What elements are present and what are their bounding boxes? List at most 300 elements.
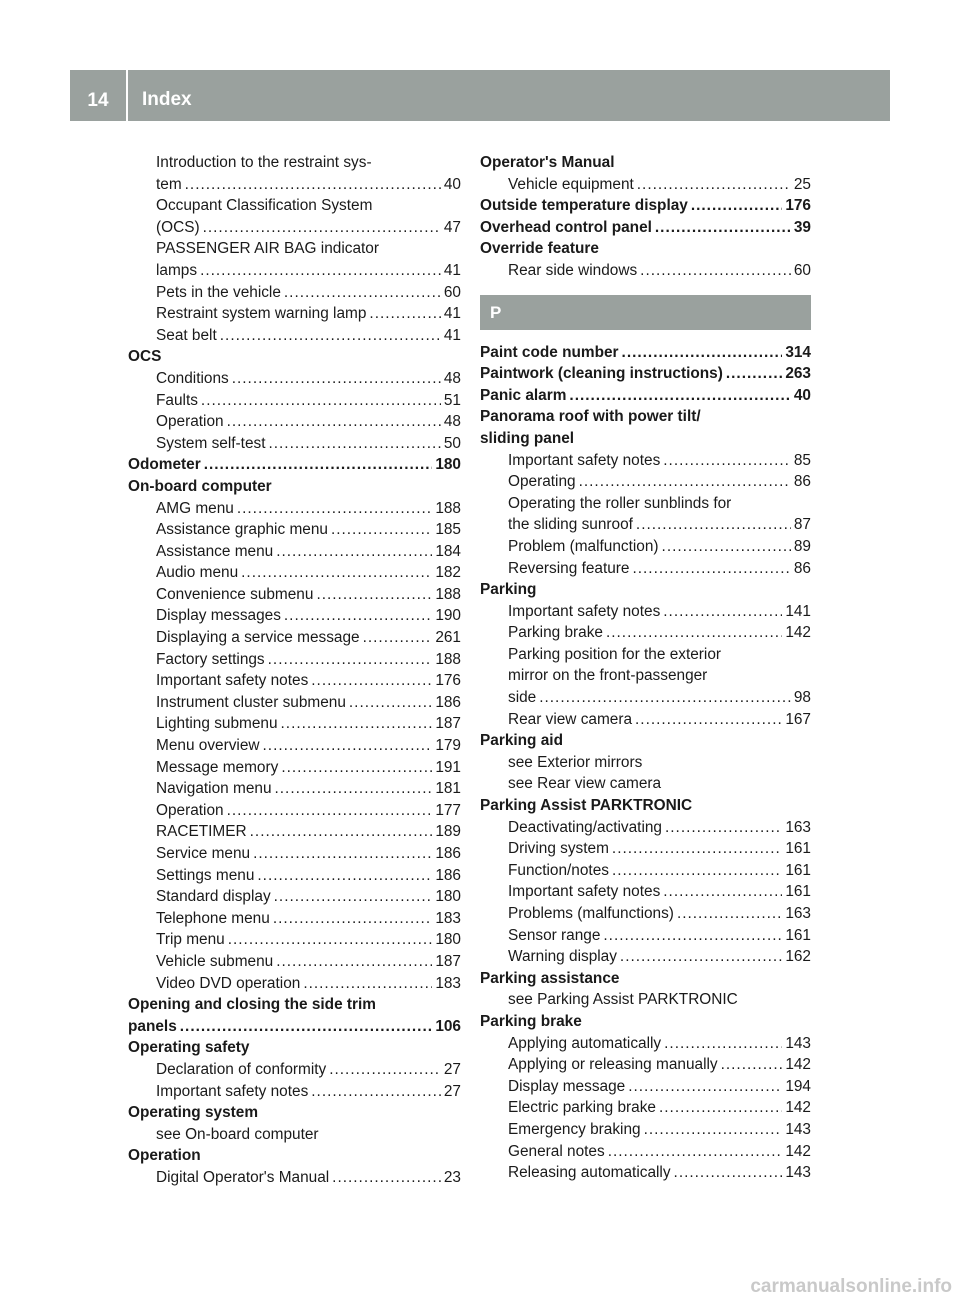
entry-text: Deactivating/activating (508, 818, 662, 836)
dot-leader (232, 368, 441, 390)
dot-leader (281, 713, 433, 735)
dot-leader (311, 1081, 441, 1103)
index-subentry (480, 709, 811, 731)
entry-text: OCS (128, 348, 162, 366)
page-ref: 60 (443, 283, 461, 301)
page-ref: 176 (435, 672, 461, 690)
entry-text: Occupant Classification System (156, 197, 373, 215)
index-subentry (128, 152, 461, 174)
entry-text: Faults (156, 391, 198, 409)
index-subentry (480, 1033, 811, 1055)
index-subentry (480, 687, 811, 709)
page-ref: 263 (785, 365, 811, 383)
dot-leader (655, 217, 791, 239)
dot-leader (677, 903, 782, 925)
index-heading (480, 795, 811, 817)
dot-leader (281, 757, 432, 779)
dot-leader (620, 946, 782, 968)
index-subentry (128, 1124, 461, 1146)
index-subentry (128, 390, 461, 412)
entry-text: Panorama roof with power tilt/ (480, 408, 701, 426)
entry-text: Odometer (128, 456, 201, 474)
dot-leader (237, 498, 432, 520)
page-ref: 194 (785, 1077, 811, 1095)
entry-text: Paintwork (cleaning instructions) (480, 365, 723, 383)
entry-text: Parking brake (508, 624, 603, 642)
index-subentry (480, 1054, 811, 1076)
entry-text: Warning display (508, 948, 617, 966)
index-heading (480, 579, 811, 601)
page-ref: 180 (435, 931, 461, 949)
index-subentry (128, 562, 461, 584)
entry-text: On-board computer (128, 477, 272, 495)
page-ref: 182 (435, 564, 461, 582)
page-ref: 183 (435, 909, 461, 927)
entry-text: System self-test (156, 434, 266, 452)
dot-leader (663, 601, 782, 623)
entry-text: Parking assistance (480, 969, 620, 987)
entry-text: Emergency braking (508, 1120, 641, 1138)
entry-text: tem (156, 175, 182, 193)
index-subentry (480, 1162, 811, 1184)
index-subentry (480, 601, 811, 623)
entry-text: Important safety notes (156, 672, 309, 690)
entry-text: Lighting submenu (156, 715, 278, 733)
entry-text: mirror on the front-passenger (508, 667, 708, 685)
dot-leader (644, 1119, 783, 1141)
page-ref: 23 (443, 1168, 461, 1186)
entry-text: Important safety notes (156, 1082, 309, 1100)
entry-text: side (508, 689, 537, 707)
entry-text: Outside temperature display (480, 197, 688, 215)
entry-text: Reversing feature (508, 559, 630, 577)
index-heading (128, 1102, 461, 1124)
index-subentry (480, 989, 811, 1011)
index-heading (128, 1037, 461, 1059)
page-ref: 191 (435, 758, 461, 776)
dot-leader (273, 908, 433, 930)
entry-text: Service menu (156, 845, 251, 862)
page-ref: 161 (785, 926, 811, 944)
entry-text: Standard display (156, 888, 271, 906)
index-subentry (480, 946, 811, 968)
page-ref: 51 (443, 391, 461, 409)
index-subentry (128, 282, 461, 304)
index-subentry (480, 881, 811, 903)
section-title: Index (142, 89, 192, 110)
entry-list (128, 152, 461, 1189)
page-ref: 48 (443, 369, 461, 387)
page-ref: 181 (435, 780, 461, 798)
page-ref: 167 (785, 710, 811, 728)
dot-leader (275, 778, 433, 800)
page-ref: 180 (435, 456, 461, 474)
dot-leader (274, 886, 433, 908)
page-ref: 48 (443, 413, 461, 431)
index-subentry (480, 860, 811, 882)
index-column-right (480, 152, 811, 1184)
entry-text: Important safety notes (508, 451, 661, 469)
page-ref: 261 (435, 629, 461, 647)
entry-text: lamps (156, 261, 198, 279)
entry-text: Override feature (480, 240, 599, 258)
index-subentry (480, 665, 811, 687)
index-subentry (480, 558, 811, 580)
entry-text: see Exterior mirrors (508, 753, 643, 771)
page-ref: 143 (785, 1120, 811, 1138)
entry-text: Menu overview (156, 737, 260, 755)
entry-text: Problems (malfunctions) (508, 905, 674, 922)
page-ref: 190 (435, 607, 461, 625)
entry-text: Navigation menu (156, 780, 272, 798)
entry-text: Restraint system warning lamp (156, 305, 367, 323)
index-subentry (128, 498, 461, 520)
entry-text: Audio menu (156, 564, 239, 582)
index-subentry (128, 260, 461, 282)
page-ref: 161 (785, 840, 811, 858)
entry-text: Important safety notes (508, 602, 661, 620)
page-ref: 187 (435, 715, 461, 733)
page-ref: 40 (793, 386, 811, 404)
page-ref: 180 (435, 888, 461, 906)
entry-text: Overhead control panel (480, 218, 652, 236)
dot-leader (201, 390, 441, 412)
watermark: carmanualsonline.info (750, 1276, 952, 1297)
entry-text: see On-board computer (156, 1125, 319, 1143)
page-ref: 40 (443, 175, 461, 193)
dot-leader (303, 973, 432, 995)
entry-text: Trip menu (156, 931, 225, 949)
entry-text: Video DVD operation (156, 974, 301, 992)
index-subentry (128, 670, 461, 692)
entry-text: Seat belt (156, 326, 217, 344)
index-subentry (128, 800, 461, 822)
index-subentry (128, 973, 461, 995)
entry-text: Introduction to the restraint sys- (156, 154, 372, 171)
dot-leader (636, 514, 791, 536)
index-subentry (128, 821, 461, 843)
page-ref: 189 (435, 823, 461, 841)
entry-text: AMG menu (156, 499, 234, 517)
entry-list (480, 342, 811, 1184)
dot-leader (263, 735, 433, 757)
index-subentry (128, 238, 461, 260)
index-subentry (128, 174, 461, 196)
index-subentry (480, 260, 811, 282)
entry-text: Digital Operator's Manual (156, 1168, 330, 1186)
dot-leader (329, 1059, 441, 1081)
page-ref: 314 (785, 343, 811, 361)
entry-text: RACETIMER (156, 823, 247, 841)
dot-leader (637, 174, 791, 196)
index-subentry (480, 925, 811, 947)
index-subentry (128, 778, 461, 800)
index-subentry (128, 217, 461, 239)
dot-leader (569, 385, 790, 407)
entry-text: Display messages (156, 607, 281, 625)
dot-leader (539, 687, 791, 709)
dot-leader (268, 649, 433, 671)
index-subentry (128, 303, 461, 325)
index-subentry (128, 605, 461, 627)
dot-leader (203, 217, 441, 239)
entry-text: Operating the roller sunblinds for (508, 494, 732, 512)
entry-text: Operation (128, 1147, 201, 1165)
dot-leader (628, 1076, 782, 1098)
page-ref: 186 (435, 845, 461, 862)
index-subentry (480, 514, 811, 536)
index-heading (480, 968, 811, 990)
entry-text: panels (128, 1017, 177, 1035)
dot-leader (632, 558, 790, 580)
page-ref: 177 (435, 801, 461, 819)
page-ref: 25 (793, 175, 811, 193)
dot-leader (185, 174, 441, 196)
page-ref: 41 (443, 261, 461, 279)
entry-text: Operator's Manual (480, 154, 615, 171)
entry-text: Applying automatically (508, 1034, 662, 1052)
index-subentry (480, 773, 811, 795)
index-subentry (128, 757, 461, 779)
index-subentry (128, 1167, 461, 1189)
entry-text: Factory settings (156, 650, 265, 668)
dot-leader (691, 195, 782, 217)
page-ref: 85 (793, 451, 811, 469)
page-ref: 188 (435, 650, 461, 668)
entry-text: Driving system (508, 840, 609, 858)
entry-text: Parking (480, 581, 537, 599)
header-divider (126, 70, 128, 121)
index-subentry (480, 471, 811, 493)
dot-leader (284, 605, 432, 627)
index-subentry (128, 649, 461, 671)
index-subentry (480, 1076, 811, 1098)
dot-leader (180, 1016, 433, 1038)
dot-leader (363, 627, 433, 649)
index-subentry (128, 411, 461, 433)
entry-text: (OCS) (156, 218, 200, 236)
entry-text: Telephone menu (156, 909, 270, 927)
entry-text: the sliding sunroof (508, 516, 633, 534)
dot-leader (220, 325, 441, 347)
index-subentry (128, 584, 461, 606)
dot-leader (268, 433, 440, 455)
entry-text: Function/notes (508, 861, 609, 879)
page-ref: 142 (785, 1142, 811, 1160)
index-subentry (128, 886, 461, 908)
entry-text: Sensor range (508, 926, 601, 944)
entry-text: Paint code number (480, 343, 619, 361)
entry-text: Operating system (128, 1104, 259, 1122)
dot-leader (311, 670, 432, 692)
index-subentry (128, 433, 461, 455)
page-number: 14 (87, 90, 109, 111)
index-subentry (128, 692, 461, 714)
page-ref: 161 (785, 883, 811, 901)
entry-text: Rear side windows (508, 261, 638, 279)
entry-text: Settings menu (156, 866, 255, 884)
index-subentry (128, 368, 461, 390)
index-heading (480, 152, 811, 174)
index-subentry (128, 627, 461, 649)
index-heading (128, 454, 461, 476)
entry-text: sliding panel (480, 429, 575, 447)
dot-leader (349, 692, 432, 714)
page-ref: 143 (785, 1034, 811, 1052)
index-subentry (480, 622, 811, 644)
index-subentry (128, 1059, 461, 1081)
dot-leader (640, 260, 791, 282)
entry-text: Instrument cluster submenu (156, 693, 346, 711)
entry-text: Displaying a service message (156, 629, 360, 647)
entry-text: Releasing automatically (508, 1164, 671, 1182)
index-subentry (128, 519, 461, 541)
dot-leader (276, 541, 432, 563)
dot-leader (253, 843, 432, 865)
entry-text: Operating (508, 473, 576, 491)
index-heading (128, 1016, 461, 1038)
page-ref: 188 (435, 499, 461, 517)
dot-leader (622, 342, 783, 364)
index-heading (480, 238, 811, 260)
entry-text: Display message (508, 1077, 626, 1095)
index-subentry (128, 843, 461, 865)
dot-leader (227, 411, 441, 433)
dot-leader (606, 622, 782, 644)
page-ref: 27 (443, 1060, 461, 1078)
index-heading (480, 730, 811, 752)
index-subentry (480, 1119, 811, 1141)
dot-leader (721, 1054, 783, 1076)
index-heading (480, 428, 811, 450)
dot-leader (250, 821, 433, 843)
dot-leader (332, 1167, 441, 1189)
page-ref: 142 (785, 1099, 811, 1117)
dot-leader (663, 881, 782, 903)
index-subentry (480, 903, 811, 925)
index-subentry (480, 536, 811, 558)
entry-text: General notes (508, 1142, 605, 1160)
page-ref: 143 (785, 1164, 811, 1182)
dot-leader (665, 817, 782, 839)
letter-heading: P (480, 295, 811, 330)
dot-leader (228, 929, 433, 951)
entry-text: Vehicle equipment (508, 175, 634, 193)
page-ref: 179 (435, 737, 461, 755)
page-ref: 184 (435, 542, 461, 560)
entry-text: Assistance graphic menu (156, 521, 328, 539)
page-ref: 50 (443, 434, 461, 452)
page-ref: 39 (793, 218, 811, 236)
index-subentry (480, 174, 811, 196)
entry-text: Operating safety (128, 1039, 250, 1057)
dot-leader (664, 1033, 782, 1055)
index-heading (480, 385, 811, 407)
entry-text: Parking aid (480, 732, 563, 750)
page-ref: 176 (785, 197, 811, 215)
page-ref: 183 (435, 974, 461, 992)
entry-text: Opening and closing the side trim (128, 996, 376, 1014)
dot-leader (635, 709, 782, 731)
page-ref: 87 (793, 516, 811, 534)
index-subentry (128, 865, 461, 887)
entry-text: Panic alarm (480, 386, 567, 404)
index-subentry (480, 450, 811, 472)
page-ref: 41 (443, 326, 461, 344)
entry-text: Convenience submenu (156, 585, 314, 603)
entry-text: Operation (156, 801, 224, 819)
index-subentry (480, 817, 811, 839)
index-subentry (128, 951, 461, 973)
entry-text: Parking position for the exterior (508, 645, 722, 663)
page-ref: 89 (793, 537, 811, 555)
index-subentry (480, 493, 811, 515)
dot-leader (227, 800, 433, 822)
index-heading (128, 346, 461, 368)
page-ref: 41 (443, 305, 461, 323)
dot-leader (612, 860, 782, 882)
index-subentry (128, 908, 461, 930)
dot-leader (663, 450, 791, 472)
entry-text: Parking Assist PARKTRONIC (480, 797, 693, 815)
entry-text: Important safety notes (508, 883, 661, 901)
index-subentry (128, 325, 461, 347)
dot-leader (603, 925, 782, 947)
index-heading (128, 994, 461, 1016)
entry-list (480, 152, 811, 282)
page-ref: 142 (785, 1056, 811, 1074)
dot-leader (257, 865, 432, 887)
index-column-left (128, 152, 461, 1189)
page-ref: 162 (785, 948, 811, 966)
index-heading (480, 1011, 811, 1033)
page-header (70, 70, 890, 121)
dot-leader (200, 260, 441, 282)
index-subentry (480, 1141, 811, 1163)
page-ref: 187 (435, 952, 461, 970)
index-subentry (128, 195, 461, 217)
page-ref: 142 (785, 624, 811, 642)
entry-text: Operation (156, 413, 224, 431)
entry-text: Problem (malfunction) (508, 537, 659, 555)
index-subentry (480, 752, 811, 774)
entry-text: Rear view camera (508, 710, 633, 728)
index-subentry (480, 838, 811, 860)
index-subentry (128, 541, 461, 563)
index-heading (480, 406, 811, 428)
index-subentry (480, 644, 811, 666)
entry-text: Applying or releasing manually (508, 1056, 718, 1074)
entry-text: see Rear view camera (508, 775, 662, 793)
index-subentry (480, 1097, 811, 1119)
dot-leader (284, 282, 441, 304)
dot-leader (331, 519, 432, 541)
dot-leader (204, 454, 433, 476)
index-heading (480, 217, 811, 239)
page-ref: 86 (793, 473, 811, 491)
dot-leader (662, 536, 791, 558)
entry-text: Electric parking brake (508, 1099, 656, 1117)
index-heading (480, 195, 811, 217)
index-heading (480, 342, 811, 364)
page-ref: 141 (785, 602, 811, 620)
index-subentry (128, 1081, 461, 1103)
dot-leader (608, 1141, 783, 1163)
page-ref: 188 (435, 585, 461, 603)
entry-text: PASSENGER AIR BAG indicator (156, 240, 379, 258)
page-ref: 186 (435, 866, 461, 884)
entry-text: see Parking Assist PARKTRONIC (508, 991, 738, 1009)
